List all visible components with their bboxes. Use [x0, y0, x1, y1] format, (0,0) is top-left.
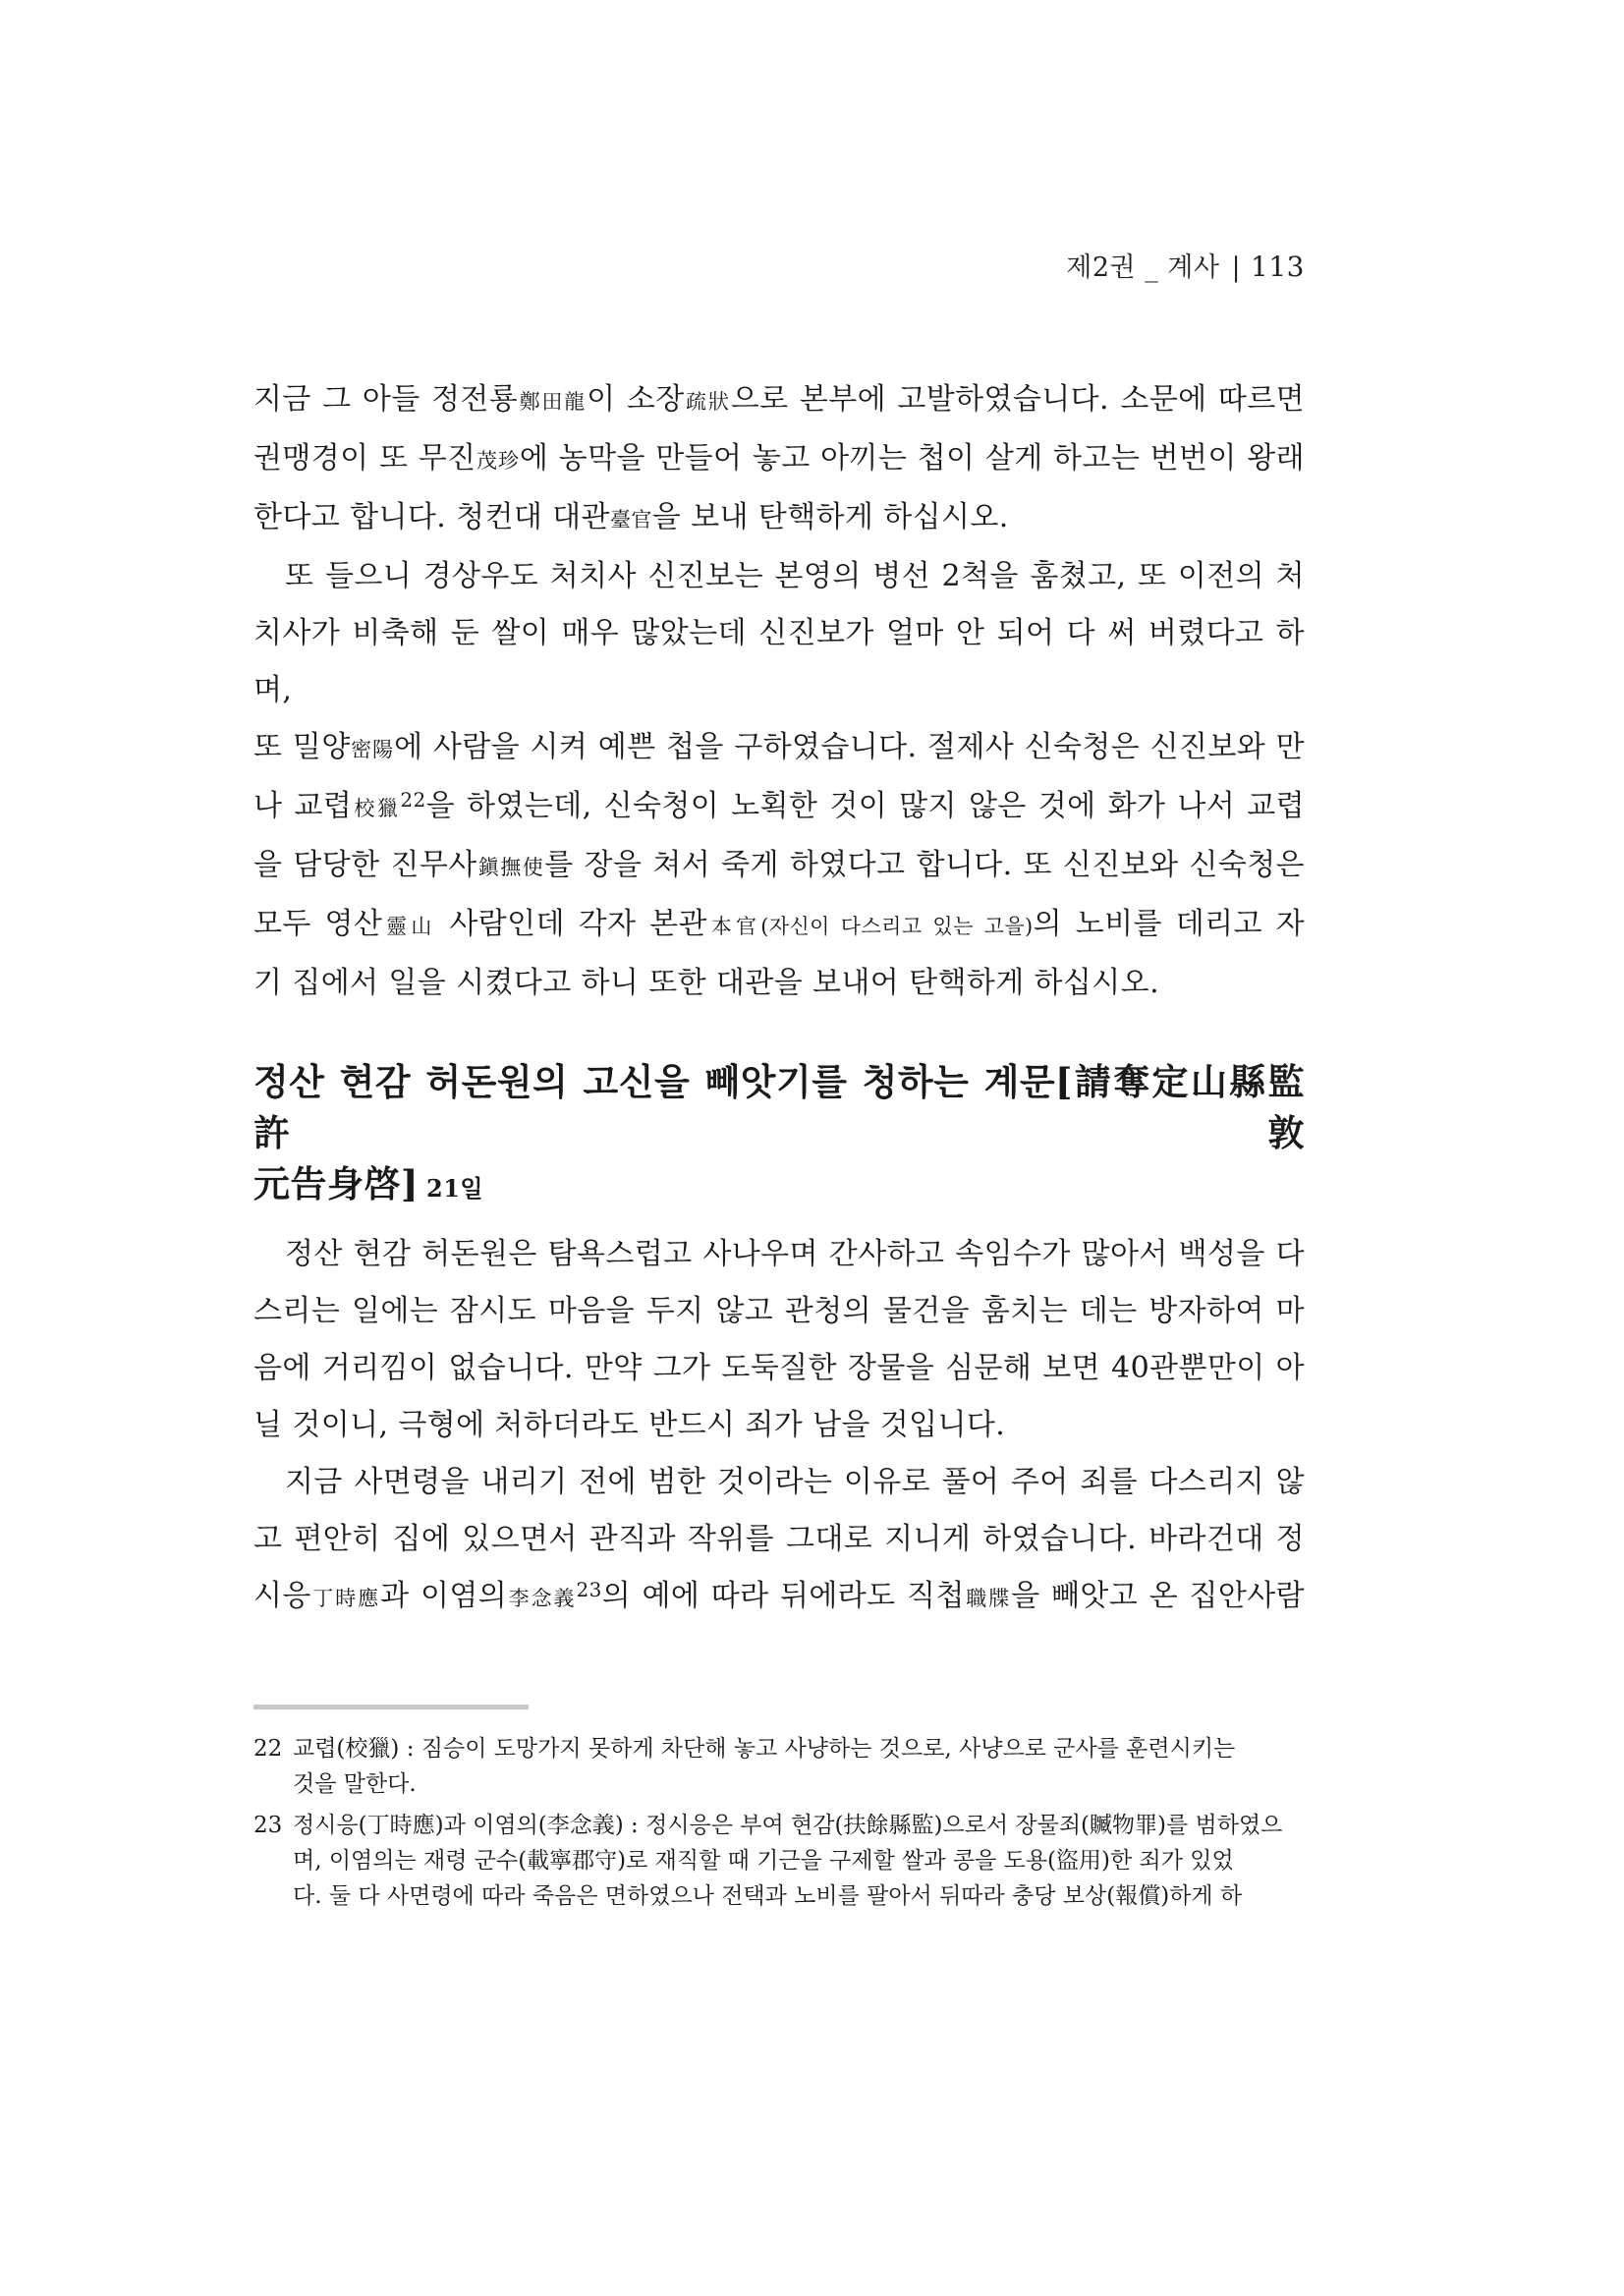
hanja-annotation: 本官(자신이 다스리고 있는 고을): [706, 915, 1034, 938]
hanja-annotation: 李念義: [507, 1587, 577, 1610]
body-line: 닐 것이니, 극형에 처하더라도 반드시 죄가 남을 것입니다.: [253, 1408, 1006, 1442]
footnote-text: 교렵(校獵) : 짐승이 도망가지 못하게 차단해 놓고 사냥하는 것으로, 사냥으로 군사를 훈련시키는 것을 말한다.: [293, 1736, 1236, 1797]
running-title: 제2권 _ 계사: [1066, 252, 1220, 283]
footnote-number: 22: [253, 1736, 283, 1762]
hanja-annotation: 臺官: [609, 508, 652, 532]
body-line: 또 들으니 경상우도 처치사 신진보는 본영의 병선 2척을 훔쳤고, 또 이전의 처: [285, 559, 1305, 593]
footnote-23: [253, 1808, 1305, 1914]
body-line: 정산 현감 허돈원은 탐욕스럽고 사나우며 간사하고 속임수가 많아서 백성을 다: [285, 1237, 1305, 1271]
body-line: 나 교렵校獵$^{22}$을 하였는데, 신숙청이 노획한 것이 많지 않은 것에 화가 나서 교렵: [253, 788, 1305, 823]
body-line: 음에 거리낌이 없습니다. 만약 그가 도둑질한 장물을 심문해 보면 40관뿐만이 아: [253, 1351, 1305, 1385]
hanja-annotation: 校獵: [352, 797, 401, 820]
section-title-line2: 元告身啓]: [253, 1162, 420, 1205]
body-line: 한다고 합니다. 청컨대 대관臺官을 보내 탄핵하게 하십시오.: [253, 500, 1009, 534]
footnote-22: [253, 1731, 1305, 1802]
body-line: 치사가 비축해 둔 쌀이 매우 많았는데 신진보가 얼마 안 되어 다 써 버렸다고 하며,: [253, 616, 1305, 707]
hanja-annotation: 鄭田龍: [518, 390, 588, 414]
section1-text: [253, 371, 1305, 1012]
section-date: 21일: [426, 1174, 484, 1203]
body-line: 을 담당한 진무사鎭撫使를 장을 쳐서 죽게 하였다고 합니다. 또 신진보와 신숙청은: [253, 848, 1305, 882]
body-line: 스리는 일에는 잠시도 마음을 두지 않고 관청의 물건을 훔치는 데는 방자하여 마: [253, 1294, 1305, 1328]
body-line: 모두 영산靈山 사람인데 각자 본관本官(자신이 다스리고 있는 고을)의 노비를 데리고 자: [253, 907, 1305, 941]
body-line: 시응丁時應과 이염의李念義$^{23}$의 예에 따라 뒤에라도 직첩職牒을 빼앗고 온 집안사람: [253, 1578, 1305, 1613]
hanja-annotation: 茂珍: [476, 449, 520, 473]
footnotes: [253, 1731, 1305, 1920]
section2-text: [253, 1226, 1305, 1627]
body-line: 또 밀양密陽에 사람을 시켜 예쁜 첩을 구하였습니다. 절제사 신숙청은 신진보와 만: [253, 730, 1305, 764]
hanja-annotation: 靈山: [382, 915, 436, 938]
section-title: [253, 1056, 1305, 1214]
hanja-annotation: 密陽: [350, 738, 395, 761]
body-line: 지금 사면령을 내리기 전에 범한 것이라는 이유로 풀어 주어 죄를 다스리지 않: [285, 1465, 1305, 1499]
footnote-number: 23: [253, 1813, 283, 1838]
running-header: [1066, 246, 1305, 284]
page-number: 113: [1251, 251, 1305, 283]
body-line: 기 집에서 일을 시켰다고 하니 또한 대관을 보내어 탄핵하게 하십시오.: [253, 966, 1160, 1000]
body-line: 권맹경이 또 무진茂珍에 농막을 만들어 놓고 아끼는 첩이 살게 하고는 번번이 왕래: [253, 441, 1305, 476]
footnote-divider: [253, 1705, 529, 1709]
hanja-annotation: 疏狀: [684, 390, 731, 414]
hanja-annotation: 職牒: [964, 1587, 1012, 1610]
footnote-ref-22[interactable]: 22: [400, 788, 426, 812]
footnote-text: 정시응(丁時應)과 이염의(李念義) : 정시응은 부여 현감(扶餘縣監)으로서 장물죄(贓物罪)를 범하였으 며, 이염의는 재령 군수(載寧郡守)로 재직할 때 기근을 구제할 쌀과 콩을 도용(盜用)한 죄가 있었 다. 둘 다 사면령에 따라 죽음은 면하였으나 전택과 노비를 팔아서 뒤따라 충당 보상(報償)하게 하: [293, 1813, 1283, 1909]
section-title-line1: 정산 현감 허돈원의 고신을 빼앗기를 청하는 계문[請奪定山縣監許敦: [253, 1060, 1305, 1154]
hanja-annotation: 鎭撫使: [476, 856, 545, 879]
header-separator: |: [1231, 252, 1242, 283]
footnote-ref-23[interactable]: 23: [576, 1578, 602, 1601]
body-line: 지금 그 아들 정전룡鄭田龍이 소장疏狀으로 본부에 고발하였습니다. 소문에 따르면: [253, 382, 1305, 417]
hanja-annotation: 丁時應: [310, 1587, 381, 1610]
body-line: 고 편안히 집에 있으면서 관직과 작위를 그대로 지니게 하였습니다. 바라건대 정: [253, 1522, 1305, 1556]
